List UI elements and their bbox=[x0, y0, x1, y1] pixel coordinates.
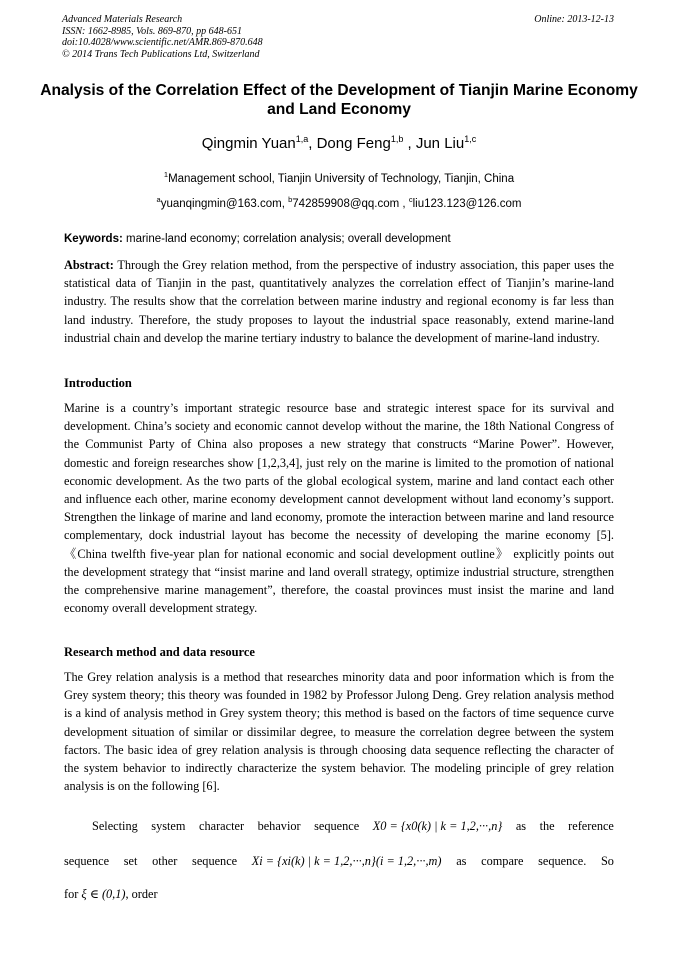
reference-sequence-formula: X0 = {x0(k) | k = 1,2,···,n} bbox=[372, 819, 503, 833]
abstract bbox=[64, 256, 614, 347]
journal-issn: ISSN: 1662-8985, Vols. 869-870, pp 648-651 bbox=[62, 25, 242, 37]
introduction-paragraph: Marine is a country’s important strategic resource base and strategic interest space for its survival and development. China’s society and economic cannot develop without the marine, the 18th National Congress of the Communist Party of China also proposes a new strategy that constructs “Marine Power”. However, domestic and foreign researches show [1,2,3,4], just rely on the marine is limited to the promotion of national economic development. As the two parts of the global ecological system, marine and land contact each other and influence each other, marine economy development cannot development without land economy’s support. Strengthen the linkage of marine and land economy, promote the interaction between marine and land resource complementary, dock industrial layout has become the necessity of developing the marine economy [5].《China twelfth five-year plan for national economic and social development outline》 explicitly points out the development strategy that “insist marine and land overall strategy, optimize industrial structure, strengthen the comprehensive marine management”, therefore, the coastal provinces must insist the marine and land economy overall development strategy. bbox=[64, 401, 614, 616]
author-emails: $^a$yuanqingmin@163.com, $^b$742859908@qq.com , $^c$liu123.123@126.com bbox=[156, 195, 522, 210]
author-sup: 1,a bbox=[295, 134, 309, 144]
journal-doi: doi:10.4028/www.scientific.net/AMR.869-870.648 bbox=[62, 37, 263, 48]
paper-title: Analysis of the Correlation Effect of the Development of Tianjin Marine Economy and Land Economy bbox=[40, 82, 638, 118]
email: liu123.123@126.com bbox=[412, 197, 522, 210]
formula-line-2: sequence set other sequence Xi = {xi(k) | k = 1,2,···,n}(i = 1,2,···,m) as compare sequence. So bbox=[64, 854, 614, 868]
keywords bbox=[64, 232, 616, 247]
section-heading-introduction: Introduction bbox=[64, 376, 132, 390]
xi-range-formula: ξ ∈ (0,1) bbox=[81, 887, 126, 901]
author-sup: 1,c bbox=[464, 134, 477, 144]
section-heading-method: Research method and data resource bbox=[64, 645, 255, 659]
journal-name: Advanced Materials Research bbox=[62, 14, 183, 25]
online-date: Online: 2013-12-13 bbox=[534, 14, 614, 25]
author-name: Qingmin Yuan bbox=[201, 135, 296, 152]
abstract-label: Abstract: bbox=[64, 258, 114, 272]
journal-copyright: © 2014 Trans Tech Publications Ltd, Switzerland bbox=[62, 48, 260, 60]
abstract-text: Through the Grey relation method, from the perspective of industry association, this paper uses the statistical data of Tianjin in the past, quantitatively analyzes the correlation effect of Tianjin’s marine-land industry. The results show that the correlation between marine industry and regional economy is far less than land industry. Therefore, the study proposes to layout the industrial space reasonably, extend marine-land industrial chain and develop the marine tertiary industry to balance the development of marine-land industry. bbox=[64, 258, 614, 345]
affiliation: $^1$Management school, Tianjin University of Technology, Tianjin, China bbox=[163, 170, 515, 185]
formula-line-1: Selecting system character behavior sequence X0 = {x0(k) | k = 1,2,···,n} as the reference bbox=[92, 819, 614, 833]
email: yuanqingmin@163.com bbox=[160, 197, 282, 210]
compare-sequence-formula: Xi = {xi(k) | k = 1,2,···,n}(i = 1,2,···,m) bbox=[251, 854, 442, 868]
method-paragraph: The Grey relation analysis is a method that researches minority data and poor information which is from the Grey system theory; this theory was founded in 1982 by Professor Julong Deng. Grey relation analysis method is a kind of analysis method in Grey system theory; this method is based on the factors of time sequence curve development situation of similar or dissimilar degree, to measure the correlation degree between the system factors. The basic idea of grey relation analysis is through choosing data sequence reflecting the character of the system behavior to indirectly characterize the system behavior. The modeling principle of grey relation analysis is on the following [6]. bbox=[64, 670, 614, 794]
author-name: Dong Feng bbox=[316, 135, 391, 152]
author-list: Qingmin Yuan$^{1,a}$, Dong Feng$^{1,b}$ , Jun Liu$^{1,c}$ bbox=[201, 134, 477, 152]
keywords-label: Keywords: bbox=[64, 233, 123, 245]
journal-header bbox=[62, 14, 614, 60]
formula-line-3: for ξ ∈ (0,1), order bbox=[64, 887, 158, 901]
author-sup: 1,b bbox=[390, 134, 404, 144]
author-name: Jun Liu bbox=[415, 135, 465, 152]
email: 742859908@qq.com bbox=[292, 197, 400, 210]
keywords-text: marine-land economy; correlation analysis; overall development bbox=[122, 233, 451, 245]
